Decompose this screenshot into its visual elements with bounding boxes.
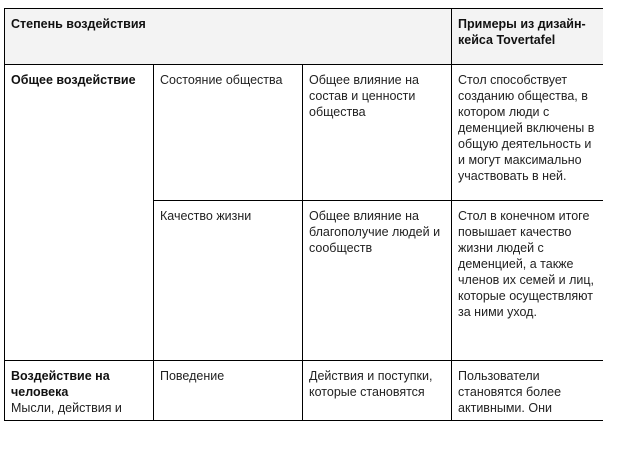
table-header-row (5, 9, 604, 65)
example-cell: Стол в конечном итоге повышает качество жизни людей с деменцией, а также членов их семей и лиц, которые осуществляют за ними уход. (452, 201, 603, 361)
description-cell: Общее влияние на благополучие людей и сообществ (303, 201, 452, 361)
aspect-cell: Качество жизни (154, 201, 303, 361)
table-row (5, 65, 604, 201)
table-frame (4, 8, 603, 438)
example-cell: Стол способствует созданию общества, в котором люди с деменцией включены в общую деятельность и и могут максимально участвовать в ней. (452, 65, 603, 201)
description-cell: Общее влияние на состав и ценности общества (303, 65, 452, 201)
group-title: Воздействие на человека (11, 369, 110, 399)
description-cell: Действия и поступки, которые становятся (303, 361, 452, 421)
group-general-impact: Общее воздействие (5, 65, 154, 361)
aspect-cell: Состояние общества (154, 65, 303, 201)
header-examples: Примеры из дизайн-кейса Tovertafel (452, 9, 603, 65)
aspect-cell: Поведение (154, 361, 303, 421)
impact-table (4, 8, 603, 421)
group-individual-impact (5, 361, 154, 421)
group-subtitle: Мысли, действия и (11, 401, 122, 415)
header-impact-degree: Степень воздействия (5, 9, 452, 65)
example-cell: Пользователи становятся более активными. Они (452, 361, 603, 421)
table-row (5, 361, 604, 421)
